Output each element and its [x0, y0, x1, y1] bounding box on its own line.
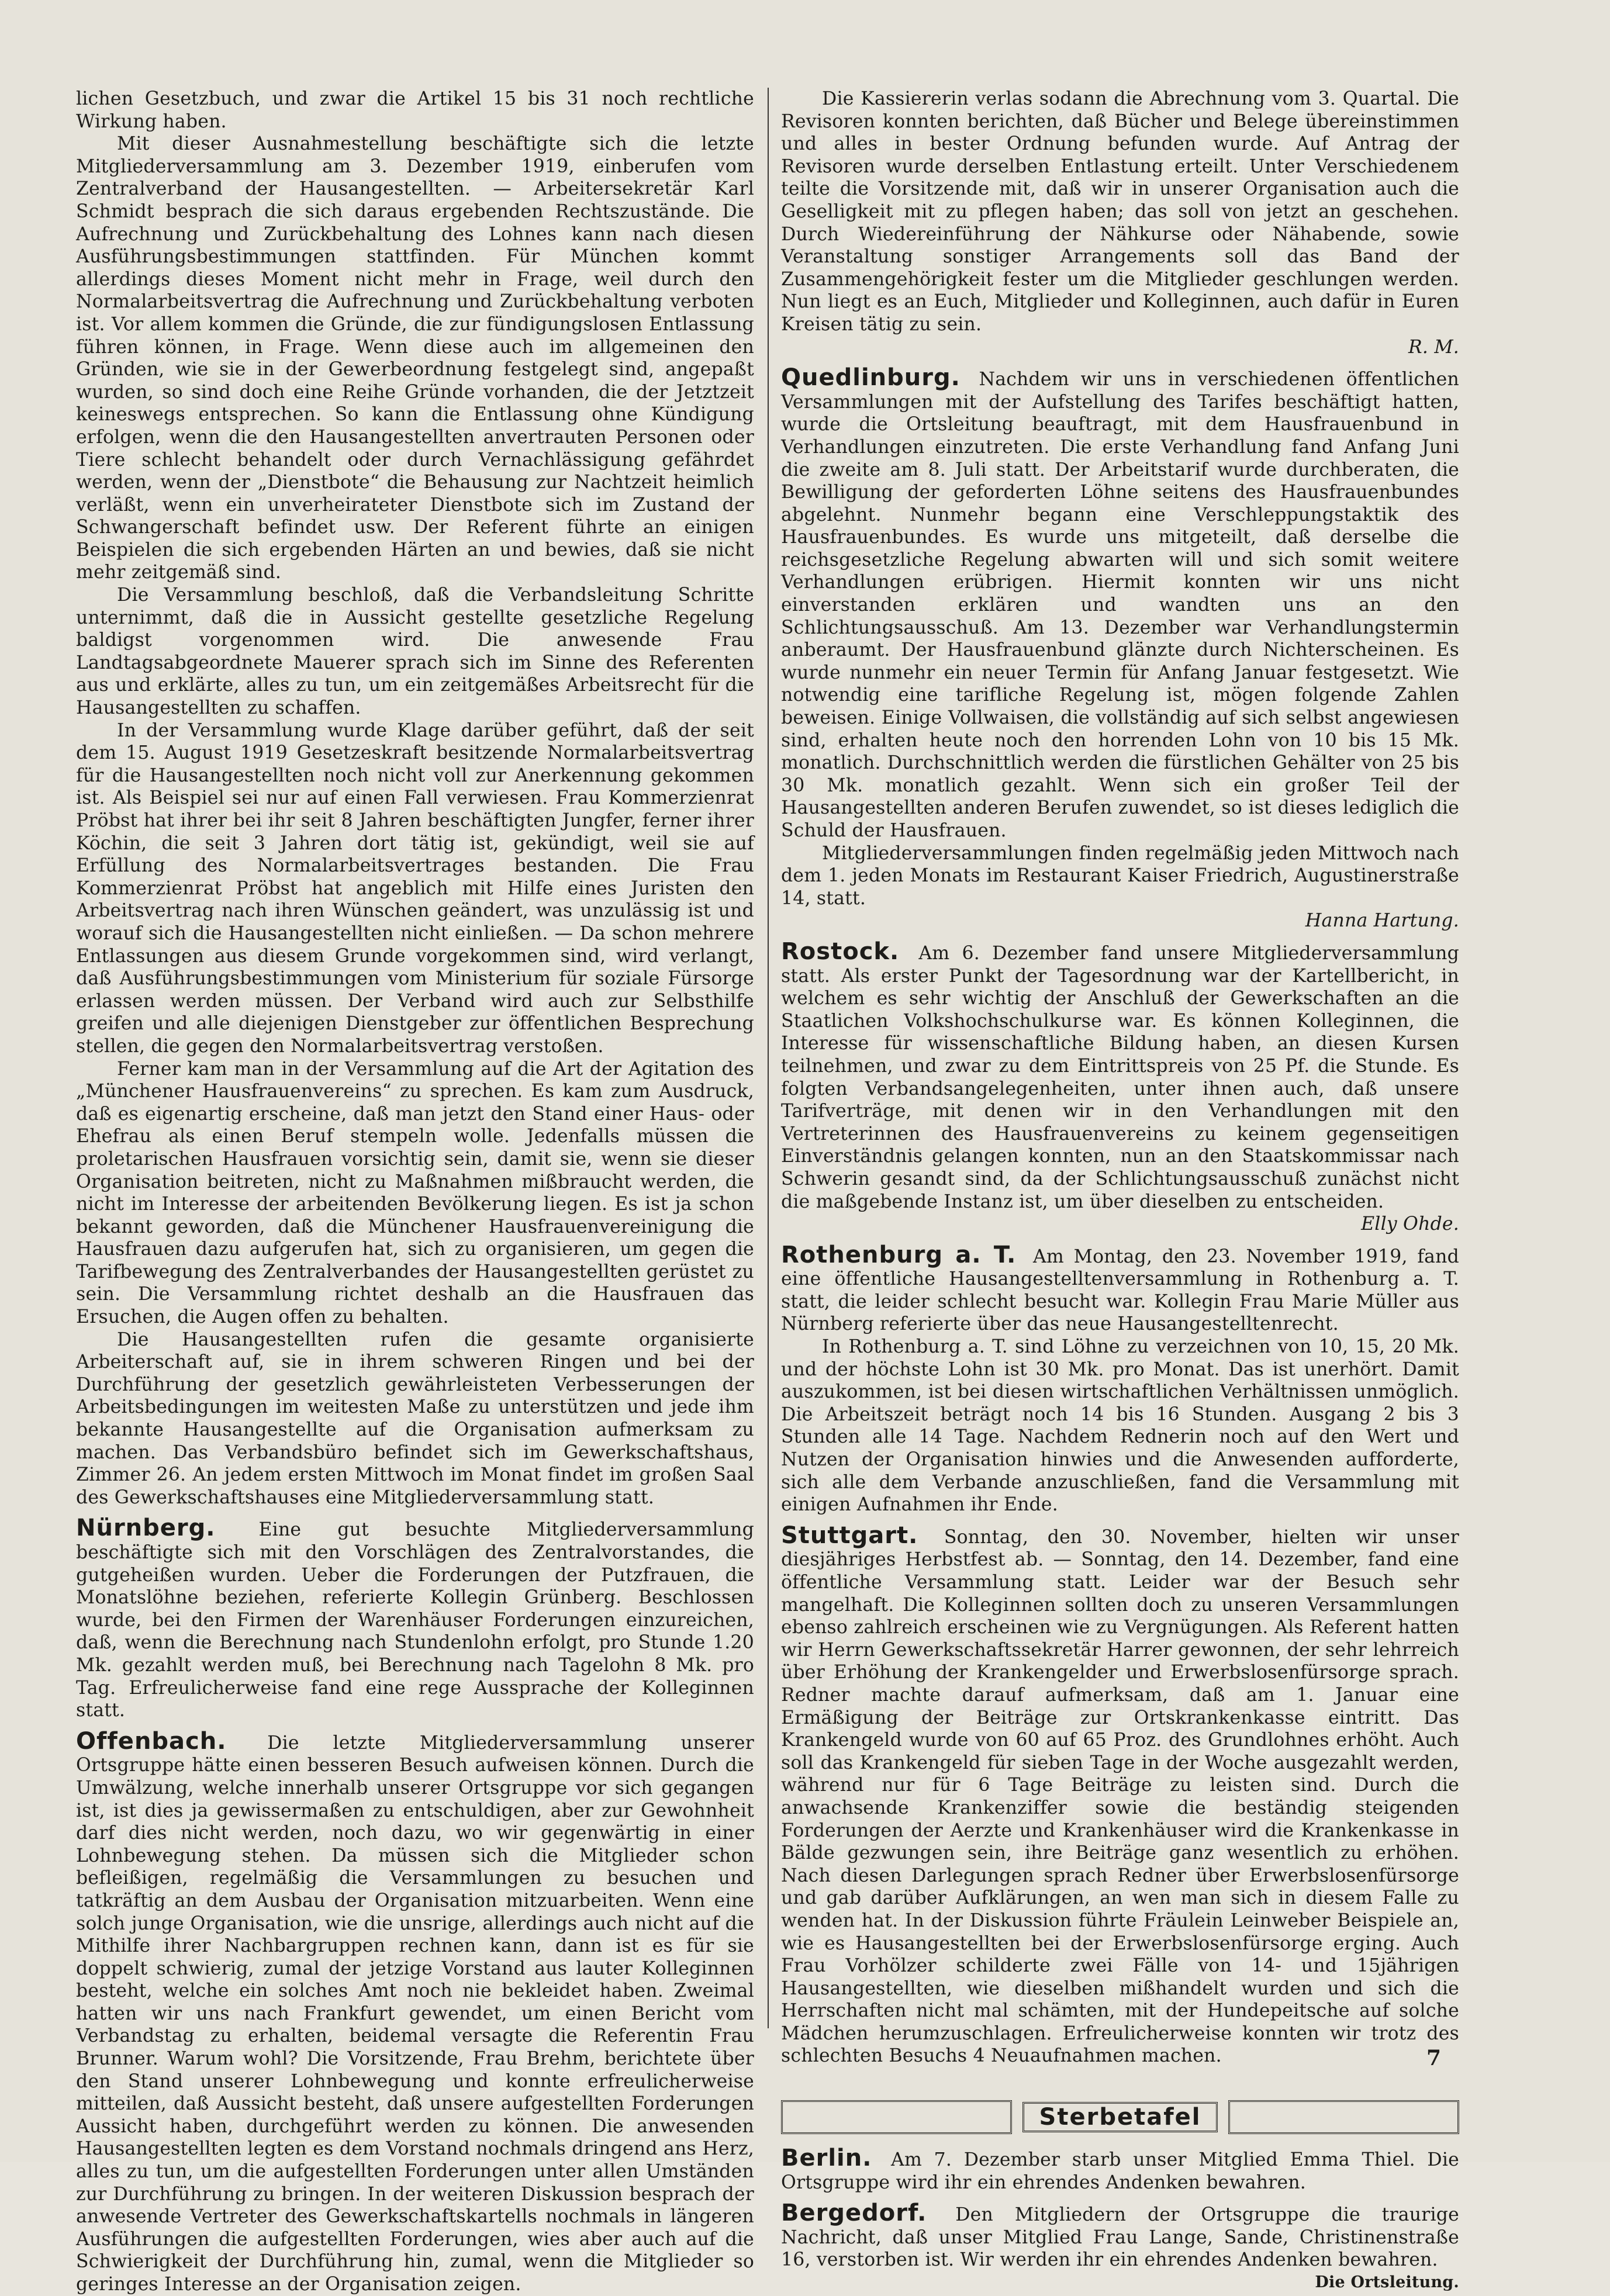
- signature: R. M.: [1408, 336, 1459, 358]
- section-heading: Bergedorf.: [781, 2200, 927, 2227]
- section-text: Am 6. Dezember fand unsere Mitgliederversammlung statt. Als erster Punkt der Tagesordnung war der Kartellbericht, in welchem es sehr wichtig der Anschluß der Gewerkschaften an die Staatlichen Volkshochschulkurse war. Es können Kolleginnen, die Interesse für wissenschaftliche Bildung haben, an diesen Kursen teilnehmen, und zwar zu dem Eintrittspreis von 25 Pf. die Stunde. Es folgten Verbandsangelegenheiten, unter ihnen auch, daß unsere Tarifverträge, mit denen wir in den Verhandlungen mit den Vertreterinnen des Hausfrauenvereins zu keinem gegenseitigen Einverständnis gelangen konnten, nun an den Staatskommissar nach Schwerin gesandt sind, da der Schlichtungsausschuß zunächst nicht die maßgebende Instanz ist, um über dieselben zu entscheiden.: [781, 942, 1459, 1212]
- paragraph: In Rothenburg a. T. sind Löhne zu verzeichnen von 10, 15, 20 Mk. und der höchste Lohn ist 30 Mk. pro Monat. Das ist unerhört. Damit auszukommen, ist bei diesen wirtschaftlichen Verhältnissen unmöglich. Die Arbeitszeit beträgt noch 14 bis 16 Stunden. Ausgang 2 bis 3 Stunden alle 14 Tage. Nachdem Rednerin noch auf den Wert und Nutzen der Organisation hinwies und die Anwesenden aufforderte, sich alle dem Verbande anzuschließen, fand die Versammlung mit einigen Aufnahmen ihr Ende.: [781, 1336, 1459, 1516]
- paragraph: In der Versammlung wurde Klage darüber geführt, daß der seit dem 15. August 1919 Gesetzeskraft besitzende Normalarbeitsvertrag für die Hausangestellten noch nicht voll zur Anerkennung gekommen ist. Als Beispiel sei nur auf einen Fall verwiesen. Frau Kommerzienrat Pröbst hat ihrer bei ihr seit 8 Jahren beschäftigten Jungfer, ferner ihrer Köchin, die seit 3 Jahren dort tätig ist, gekündigt, weil sie auf Erfüllung des Normalarbeitsvertrages bestanden. Die Frau Kommerzienrat Pröbst hat angeblich mit Hilfe eines Juristen den Arbeitsvertrag nach ihren Wünschen geändert, was unzulässig ist und worauf sich die Hausangestellten nicht einließen. — Da schon mehrere Entlassungen aus diesem Grunde vorgekommen sind, wird verlangt, daß Ausführungsbestimmungen vom Ministerium für soziale Fürsorge erlassen werden müssen. Der Verband wird auch zur Selbsthilfe greifen und alle diejenigen Dienstgeber zur öffentlichen Besprechung stellen, die gegen den Normalarbeitsvertrag verstoßen.: [76, 720, 754, 1057]
- page-number: 7: [1426, 2046, 1442, 2070]
- section-heading: Offenbach.: [76, 1727, 227, 1755]
- section-heading: Quedlinburg.: [781, 364, 961, 392]
- section-heading: Nürnberg.: [76, 1514, 216, 1542]
- paragraph: Mit dieser Ausnahmestellung beschäftigte sich die letzte Mitgliederversammlung am 3. Dezember 1919, einberufen vom Zentralverband der Hausangestellten. — Arbeitersekretär Karl Schmidt besprach die sich daraus ergebenden Rechtszustände. Die Aufrechnung und Zurückbehaltung des Lohnes kann nach diesen Ausführungsbestimmungen stattfinden. Für München kommt allerdings dieses Moment nicht mehr in Frage, weil durch den Normalarbeitsvertrag die Aufrechnung und Zurückbehaltung verboten ist. Vor allem kommen die Gründe, die zur fündigungslosen Entlassung führen können, in Frage. Wenn diese auch im allgemeinen den Gründen, wie sie in der Gewerbeordnung festgelegt sind, angepaßt wurden, so sind doch eine Reihe Gründe vorhanden, die der Jetztzeit keineswegs entsprechen. So kann die Entlassung ohne Kündigung erfolgen, wenn die den Hausangestellten anvertrauten Personen oder Tiere schlecht behandelt oder durch Vernachlässigung gefährdet werden, wenn der „Dienstbote“ die Behausung zur Nachtzeit heimlich verläßt, wenn ein unverheirateter Dienstbote sich im Zustand der Schwangerschaft befindet usw. Der Referent führte an einigen Beispielen die sich ergebenden Härten an und bewies, daß sie nicht mehr zeitgemäß sind.: [76, 133, 754, 583]
- sterbetafel-banner: [781, 2100, 1459, 2134]
- section-rothenburg: [781, 1241, 1460, 1336]
- section-text: Am Montag, den 23. November 1919, fand eine öffentliche Hausangestelltenversammlung in Rothenburg a. T. statt, die leider schlecht besucht war. Kollegin Frau Marie Müller aus Nürnberg referierte über das neue Hausangestelltenrecht.: [781, 1246, 1460, 1335]
- section-stuttgart: [781, 1524, 1459, 2067]
- decorative-frame: [1228, 2100, 1459, 2134]
- paragraph: lichen Gesetzbuch, und zwar die Artikel 15 bis 31 noch rechtliche Wirkung haben.: [76, 88, 754, 132]
- section-quedlinburg: [781, 366, 1459, 842]
- paragraph: Mitgliederversammlungen finden regelmäßig jeden Mittwoch nach dem 1. jeden Monats im Restaurant Kaiser Friedrich, Augustinerstraße 14, statt.: [781, 842, 1459, 909]
- column-divider: [768, 88, 769, 2028]
- paragraph: Die Kassiererin verlas sodann die Abrechnung vom 3. Quartal. Die Revisoren konnten berichten, daß Bücher und Belege übereinstimmen und alles in bester Ordnung befunden wurde. Auf Antrag der Revisoren wurde derselben Entlastung erteilt. Unter Verschiedenem teilte die Vorsitzende mit, daß wir in unserer Organisation auch die Geselligkeit mit zu pflegen haben; das soll von jetzt an geschehen. Durch Wiedereinführung der Nähkurse oder Nähabende, sowie Veranstaltung sonstiger Arrangements soll das Band der Zusammengehörigkeit fester um die Mitglieder geschlungen werden. Nun liegt es an Euch, Mitglieder und Kolleginnen, auch dafür in Euren Kreisen tätig zu sein.: [781, 88, 1459, 335]
- section-berlin: [781, 2147, 1459, 2194]
- section-nuernberg: [76, 1514, 754, 1721]
- section-text: Die letzte Mitgliederversammlung unserer Ortsgruppe hätte einen besseren Besuch aufweisen können. Durch die Umwälzung, welche innerhalb unserer Ortsgruppe vor sich gegangen ist, ist dies ja gewissermaßen zu entschuldigen, aber zur Gewohnheit darf dies nicht werden, noch dazu, wo wir gegenwärtig in einer Lohnbewegung stehen. Da müssen sich die Mitglieder schon befleißigen, regelmäßig die Versammlungen zu besuchen und tatkräftig an dem Ausbau der Organisation mitzuarbeiten. Wenn eine solch junge Organisation, wie die unsrige, allerdings auch nicht auf die Mithilfe ihrer Nachbargruppen rechnen kann, dann ist es für sie doppelt schwierig, zumal der jetzige Vorstand aus lauter Kolleginnen besteht, welche ein solches Amt noch nie bekleidet haben. Zweimal hatten wir uns nach Frankfurt gewendet, um einen Bericht vom Verbandstag zu erhalten, beidemal versagte die Referentin Frau Brunner. Warum wohl? Die Vorsitzende, Frau Brehm, berichtete über den Stand unserer Lohnbewegung und konnte erfreulicherweise mitteilen, daß Aussicht besteht, daß unsere aufgestellten Forderungen Aussicht haben, durchgeführt werden zu können. Die anwesenden Hausangestellten legten es dem Vorstand nochmals dringend ans Herz, alles zu tun, um die aufgestellten Forderungen unter allen Umständen zur Durchführung zu bringen. In der weiteren Diskussion besprach der anwesende Vertreter des Gewerkschaftskartells nochmals in längeren Ausführungen die aufgestellten Forderungen, wies aber auch auf die Schwierigkeit der Durchführung hin, zumal, wenn die Mitglieder so geringes Interesse an der Organisation zeigen.: [76, 1732, 754, 2295]
- section-heading: Rostock.: [781, 938, 900, 965]
- section-heading: Rothenburg a. T.: [781, 1241, 1017, 1268]
- decorative-frame: [781, 2100, 1012, 2134]
- signature: Hanna Hartung.: [1305, 910, 1459, 932]
- section-rostock: [781, 940, 1459, 1213]
- left-column: [76, 88, 754, 2296]
- section-offenbach: [76, 1727, 754, 2296]
- section-text: Am 7. Dezember starb unser Mitglied Emma Thiel. Die Ortsgruppe wird ihr ein ehrendes Andenken bewahren.: [781, 2149, 1459, 2193]
- right-column: [781, 88, 1459, 2294]
- paragraph: Ferner kam man in der Versammlung auf die Art der Agitation des „Münchener Hausfrauenvereins“ zu sprechen. Es kam zum Ausdruck, daß es eigenartig erscheine, daß man jetzt den Stand einer Haus- oder Ehefrau als einen Beruf stempeln wolle. Jedenfalls müssen die proletarischen Hausfrauen vorsichtig sein, damit sie, wenn sie dieser Organisation beitreten, nicht zu Maßnahmen mißbraucht werden, die nicht im Interesse der arbeitenden Bevölkerung liegen. Es ist ja schon bekannt geworden, daß die Münchener Hausfrauenvereinigung die Hausfrauen dazu aufgerufen hat, sich zu organisieren, um gegen die Tarifbewegung des Zentralverbandes der Hausangestellten gerüstet zu sein. Die Versammlung richtet deshalb an die Hausfrauen das Ersuchen, die Augen offen zu behalten.: [76, 1058, 754, 1328]
- section-heading: Stuttgart.: [781, 1522, 918, 1549]
- paragraph: Die Hausangestellten rufen die gesamte organisierte Arbeiterschaft auf, sie in ihrem schweren Ringen und bei der Durchführung der gesetzlich gewährleisteten Verbesserungen der Arbeitsbedingungen im weitesten Maße zu unterstützen und jede ihm bekannte Hausangestellte auf die Organisation aufmerksam zu machen. Das Verbandsbüro befindet sich im Gewerkschaftshaus, Zimmer 26. An jedem ersten Mittwoch im Monat findet im großen Saal des Gewerkschaftshauses eine Mitgliederversammlung statt.: [76, 1329, 754, 1508]
- section-text: Eine gut besuchte Mitgliederversammlung beschäftigte sich mit den Vorschlägen des Zentralvorstandes, die gutgeheißen wurden. Ueber die Forderungen der Putzfrauen, die Monatslöhne beziehen, referierte Kollegin Grünberg. Beschlossen wurde, bei den Firmen der Warenhäuser Forderungen einzureichen, daß, wenn die Berechnung nach Stundenlohn erfolgt, pro Stunde 1.20 Mk. gezahlt werden muß, bei Berechnung nach Tagelohn 8 Mk. pro Tag. Erfreulicherweise fand eine rege Aussprache der Kolleginnen statt.: [76, 1519, 754, 1721]
- section-text: Den Mitgliedern der Ortsgruppe die traurige Nachricht, daß unser Mitglied Frau Lange, Sande, Christinenstraße 16, verstorben ist. Wir werden ihr ein ehrendes Andenken bewahren.: [781, 2204, 1460, 2271]
- signature: Elly Ohde.: [1361, 1213, 1459, 1235]
- section-text: Sonntag, den 30. November, hielten wir unser diesjähriges Herbstfest ab. — Sonntag, den 14. Dezember, fand eine öffentliche Versammlung statt. Leider war der Besuch sehr mangelhaft. Die Kolleginnen sollten doch zu unseren Versammlungen ebenso zahlreich erscheinen wie zu Vergnügungen. Als Referent hatten wir Herrn Gewerkschaftssekretär Harrer gewonnen, der sehr lehrreich über Erhöhung der Krankengelder und Erwerbslosenfürsorge sprach. Redner machte darauf aufmerksam, daß am 1. Januar eine Ermäßigung der Beiträge zur Ortskrankenkasse eintritt. Das Krankengeld wurde von 60 auf 65 Proz. des Grundlohnes erhöht. Auch soll das Krankengeld für sieben Tage in der Woche ausgezahlt werden, während nur für 6 Tage Beiträge zu leisten sind. Durch die anwachsende Krankenziffer sowie die beständig steigenden Forderungen der Aerzte und Krankenhäuser wird die Krankenkasse in Bälde gezwungen sein, ihre Beiträge ganz wesentlich zu erhöhen. Nach diesen Darlegungen sprach Redner über Erwerbslosenfürsorge und gab darüber Aufklärungen, an wen man sich in diesem Falle zu wenden hat. In der Diskussion führte Fräulein Leinweber Beispiele an, wie es Hausangestellten bei der Erwerbslosenfürsorge erging. Auch Frau Vorhölzer schilderte zwei Fälle von 14- und 15jährigen Hausangestellten, wie dieselben mißhandelt wurden und sich die Herrschaften nicht mal schämten, mit der Hundepeitsche auf solche Mädchen herumzuschlagen. Erfreulicherweise konnten wir trotz des schlechten Besuchs 4 Neuaufnahmen machen.: [781, 1526, 1459, 2067]
- paragraph: Die Versammlung beschloß, daß die Verbandsleitung Schritte unternimmt, daß die in Aussicht gestellte gesetzliche Regelung baldigst vorgenommen wird. Die anwesende Frau Landtagsabgeordnete Mauerer sprach sich im Sinne des Referenten aus und erklärte, alles zu tun, um ein zeitgemäßes Arbeitsrecht für die Hausangestellten zu schaffen.: [76, 585, 754, 719]
- section-bergedorf: [781, 2202, 1459, 2271]
- signature: Die Ortsleitung.: [1315, 2273, 1459, 2292]
- section-text: Nachdem wir uns in verschiedenen öffentlichen Versammlungen mit der Aufstellung des Tarifes beschäftigt hatten, wurde die Ortsleitung beauftragt, mit dem Hausfrauenbund in Verhandlungen einzutreten. Die erste Verhandlung fand Anfang Juni die zweite am 8. Juli statt. Der Arbeitstarif wurde durchberaten, die Bewilligung der geforderten Löhne seitens des Hausfrauenbundes abgelehnt. Nunmehr begann eine Verschleppungstaktik des Hausfrauenbundes. Es wurde uns mitgeteilt, daß derselbe die reichsgesetzliche Regelung abwarten will und sich somit weitere Verhandlungen erübrigen. Hiermit konnten wir uns nicht einverstanden erklären und wandten uns an den Schlichtungsausschuß. Am 13. Dezember war Verhandlungstermin anberaumt. Der Hausfrauenbund glänzte durch Nichterscheinen. Es wurde nunmehr ein neuer Termin für Anfang Januar festgesetzt. Wie notwendig eine tarifliche Regelung ist, mögen folgende Zahlen beweisen. Einige Vollwaisen, die vollständig auf sich selbst angewiesen sind, erhalten heute noch den horrenden Lohn von 10 bis 15 Mk. monatlich. Durchschnittlich werden die fürstlichen Gehälter von 25 bis 30 Mk. monatlich gezahlt. Wenn sich ein großer Teil der Hausangestellten anderen Berufen zuwendet, so ist dieses lediglich die Schuld der Hausfrauen.: [781, 369, 1459, 841]
- section-heading: Berlin.: [781, 2145, 872, 2172]
- sterbetafel-title: Sterbetafel: [1022, 2102, 1218, 2133]
